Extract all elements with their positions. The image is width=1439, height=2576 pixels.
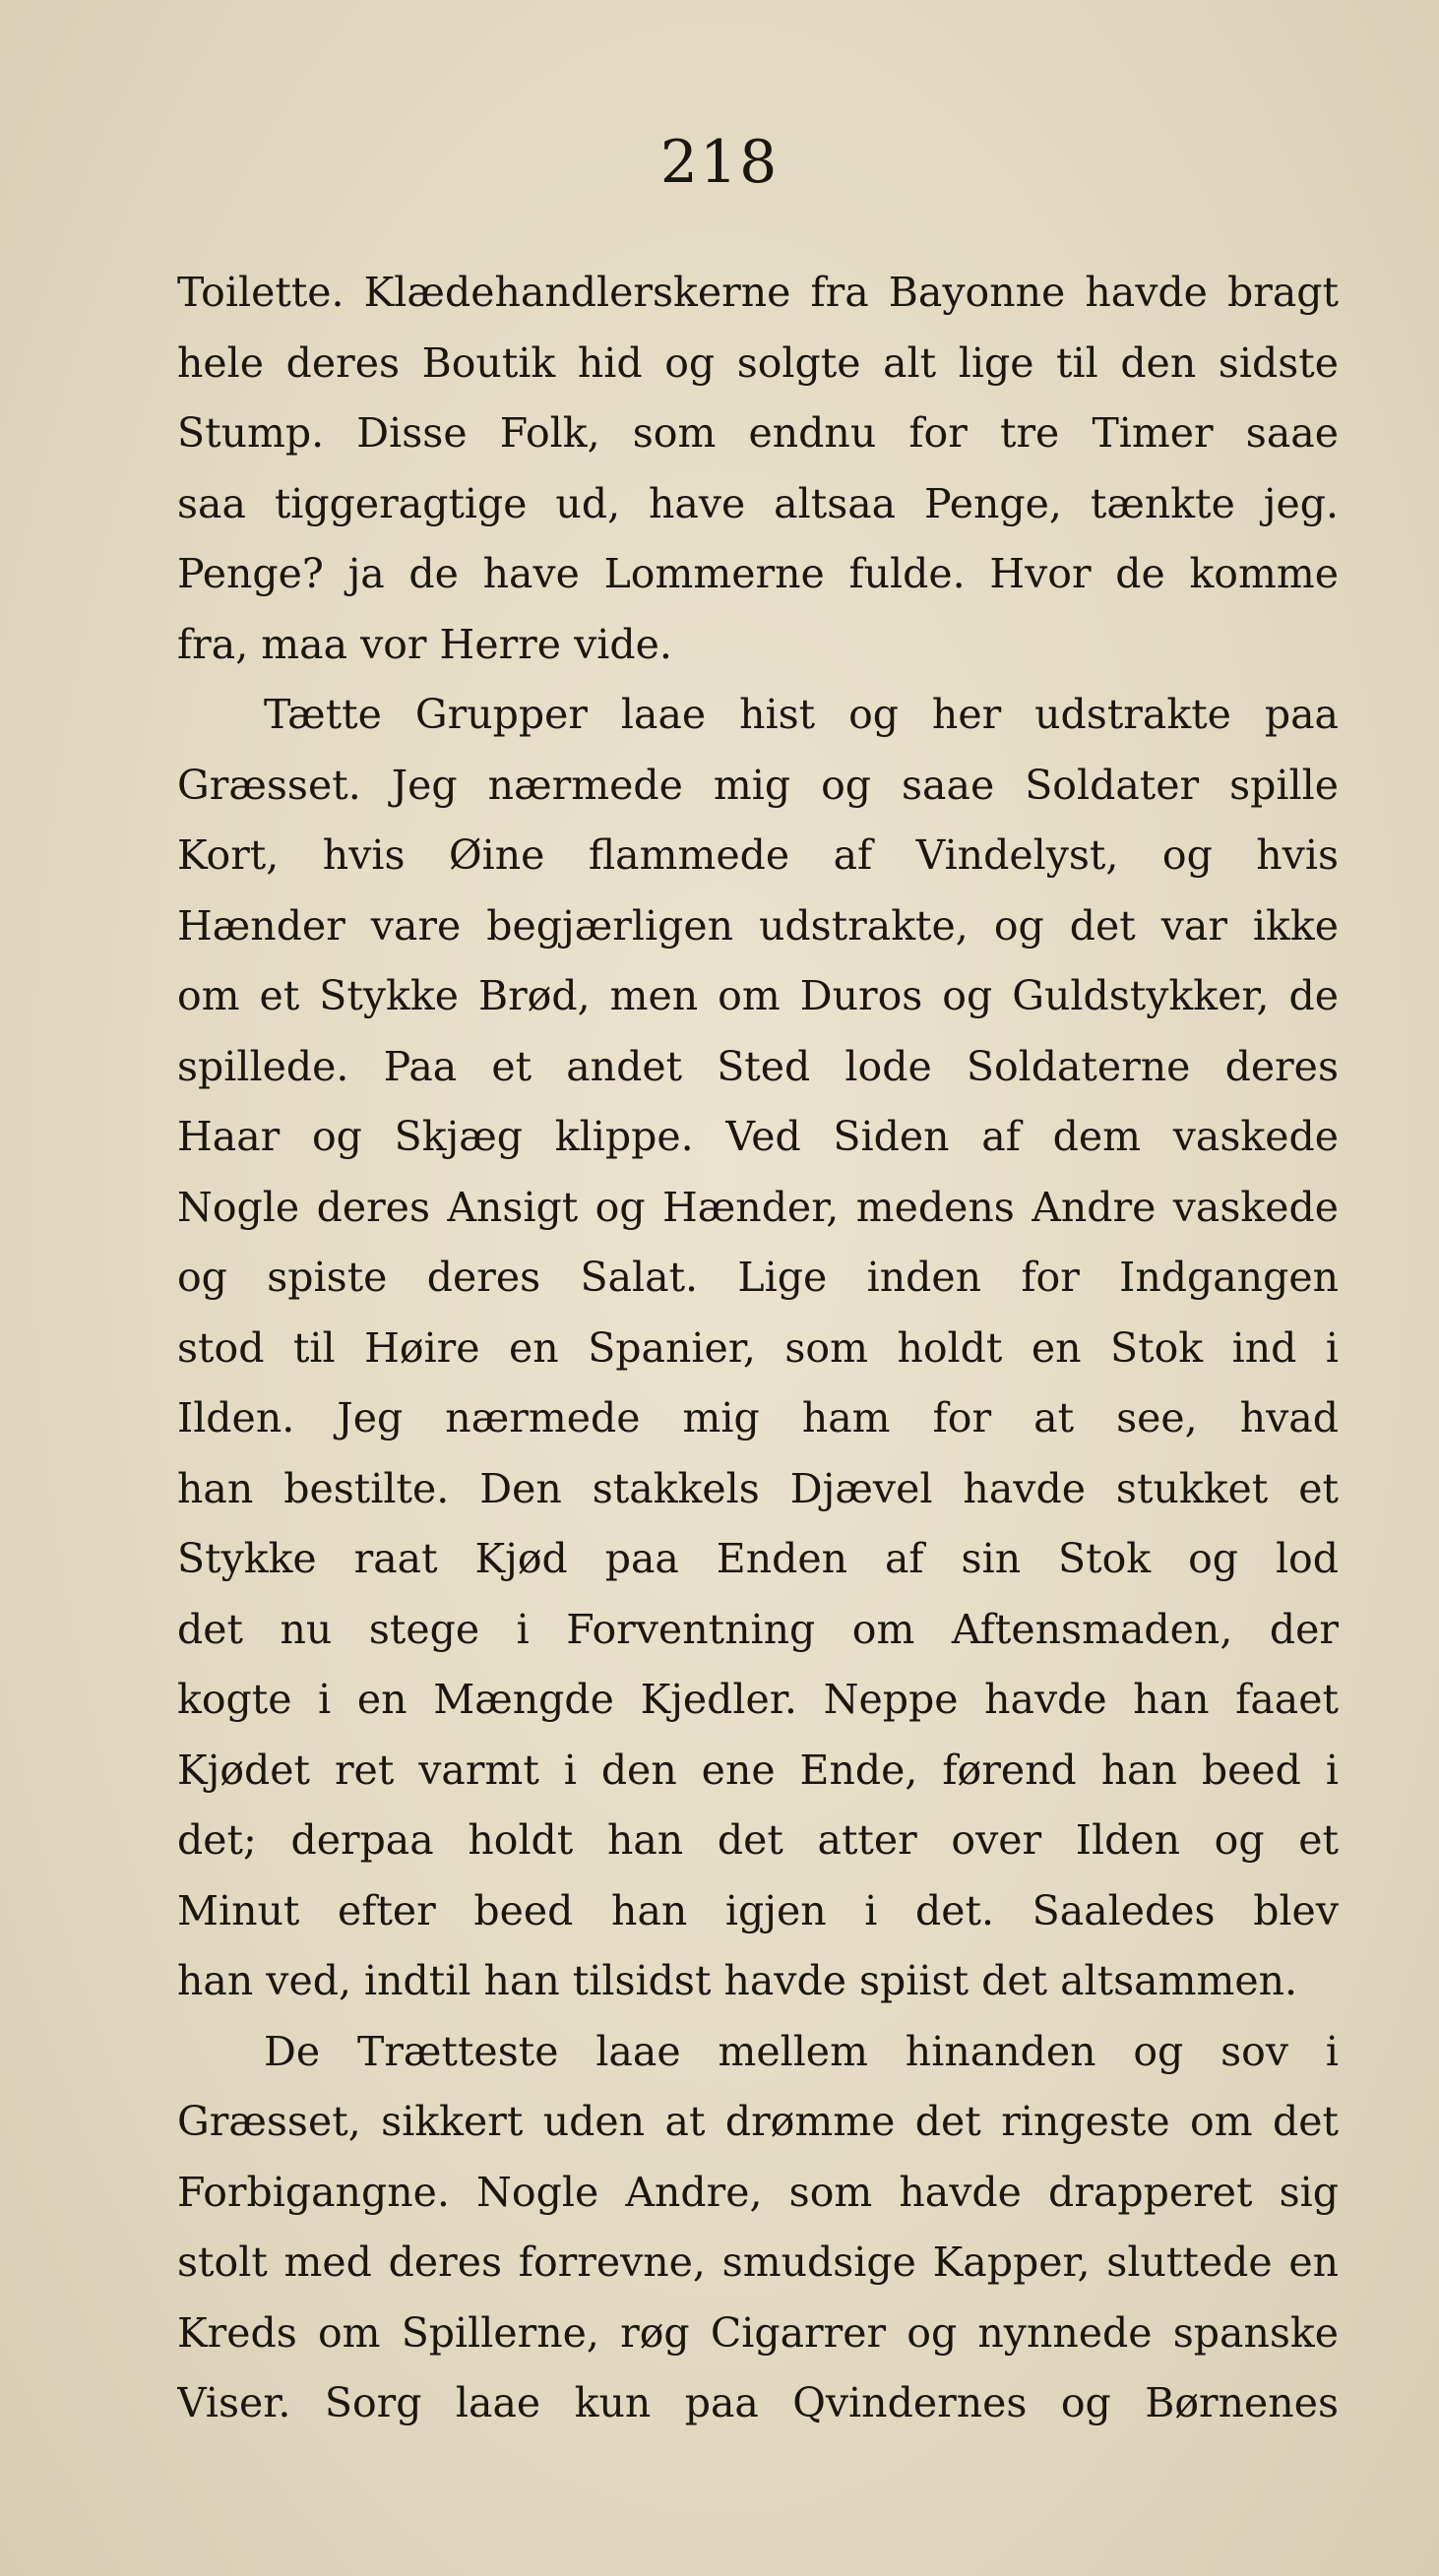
text-line: Minut efter beed han igjen i det. Saaledes blev <box>177 1886 1339 1934</box>
text-line: Kort, hvis Øine flammede af Vindelyst, og hvis <box>177 831 1339 879</box>
text-line: det; derpaa holdt han det atter over Ilden og et <box>177 1816 1339 1864</box>
text-line: stolt med deres forrevne, smudsige Kapper, sluttede en <box>177 2239 1339 2286</box>
text-line: hele deres Boutik hid og solgte alt lige til den sidste <box>177 338 1339 387</box>
text-line: fra, maa vor Herre vide. <box>177 620 672 668</box>
text-line: Kreds om Spillerne, røg Cigarrer og nynnede spanske <box>177 2308 1339 2357</box>
text-line: kogte i en Mængde Kjedler. Neppe havde han faaet <box>177 1676 1339 1723</box>
text-line: og spiste deres Salat. Lige inden for Indgangen <box>177 1254 1339 1301</box>
text-line: Toilette. Klædehandlerskerne fra Bayonne havde bragt <box>177 269 1339 316</box>
text-line: Stykke raat Kjød paa Enden af sin Stok og lod <box>177 1535 1339 1582</box>
text-line: Forbigangne. Nogle Andre, som havde drapperet sig <box>177 2168 1339 2216</box>
text-line: Nogle deres Ansigt og Hænder, medens Andre vaskede <box>177 1183 1339 1231</box>
text-line: om et Stykke Brød, men om Duros og Guldstykker, de <box>177 972 1339 1019</box>
text-line: saa tiggeragtige ud, have altsaa Penge, tænkte jeg. <box>177 479 1339 527</box>
body-text <box>177 258 1339 2439</box>
text-line: Græsset, sikkert uden at drømme det ringeste om det <box>177 2098 1339 2145</box>
text-line: han bestilte. Den stakkels Djævel havde stukket et <box>177 1464 1339 1512</box>
text-line: Hænder vare begjærligen udstrakte, og det var ikke <box>177 901 1339 950</box>
text-line: Haar og Skjæg klippe. Ved Siden af dem vaskede <box>177 1113 1339 1160</box>
text-line: De Trætteste laae mellem hinanden og sov i <box>264 2027 1339 2075</box>
text-line: han ved, indtil han tilsidst havde spiist det altsammen. <box>177 1957 1298 2004</box>
text-line: spillede. Paa et andet Sted lode Soldaterne deres <box>177 1042 1339 1090</box>
text-line: Viser. Sorg laae kun paa Qvindernes og Børnenes <box>177 2379 1339 2426</box>
text-line: Tætte Grupper laae hist og her udstrakte paa <box>264 691 1339 738</box>
text-line: Penge? ja de have Lommerne fulde. Hvor de komme <box>177 550 1339 597</box>
text-line: det nu stege i Forventning om Aftensmaden, der <box>177 1605 1339 1653</box>
text-line: Kjødet ret varmt i den ene Ende, førend han beed i <box>177 1746 1339 1794</box>
text-line: Ilden. Jeg nærmede mig ham for at see, hvad <box>177 1394 1339 1441</box>
text-line: stod til Høire en Spanier, som holdt en Stok ind i <box>177 1323 1339 1372</box>
text-line: Græsset. Jeg nærmede mig og saae Soldater spille <box>177 761 1339 809</box>
page-number: 218 <box>659 128 780 197</box>
text-line: Stump. Disse Folk, som endnu for tre Timer saae <box>177 409 1339 457</box>
